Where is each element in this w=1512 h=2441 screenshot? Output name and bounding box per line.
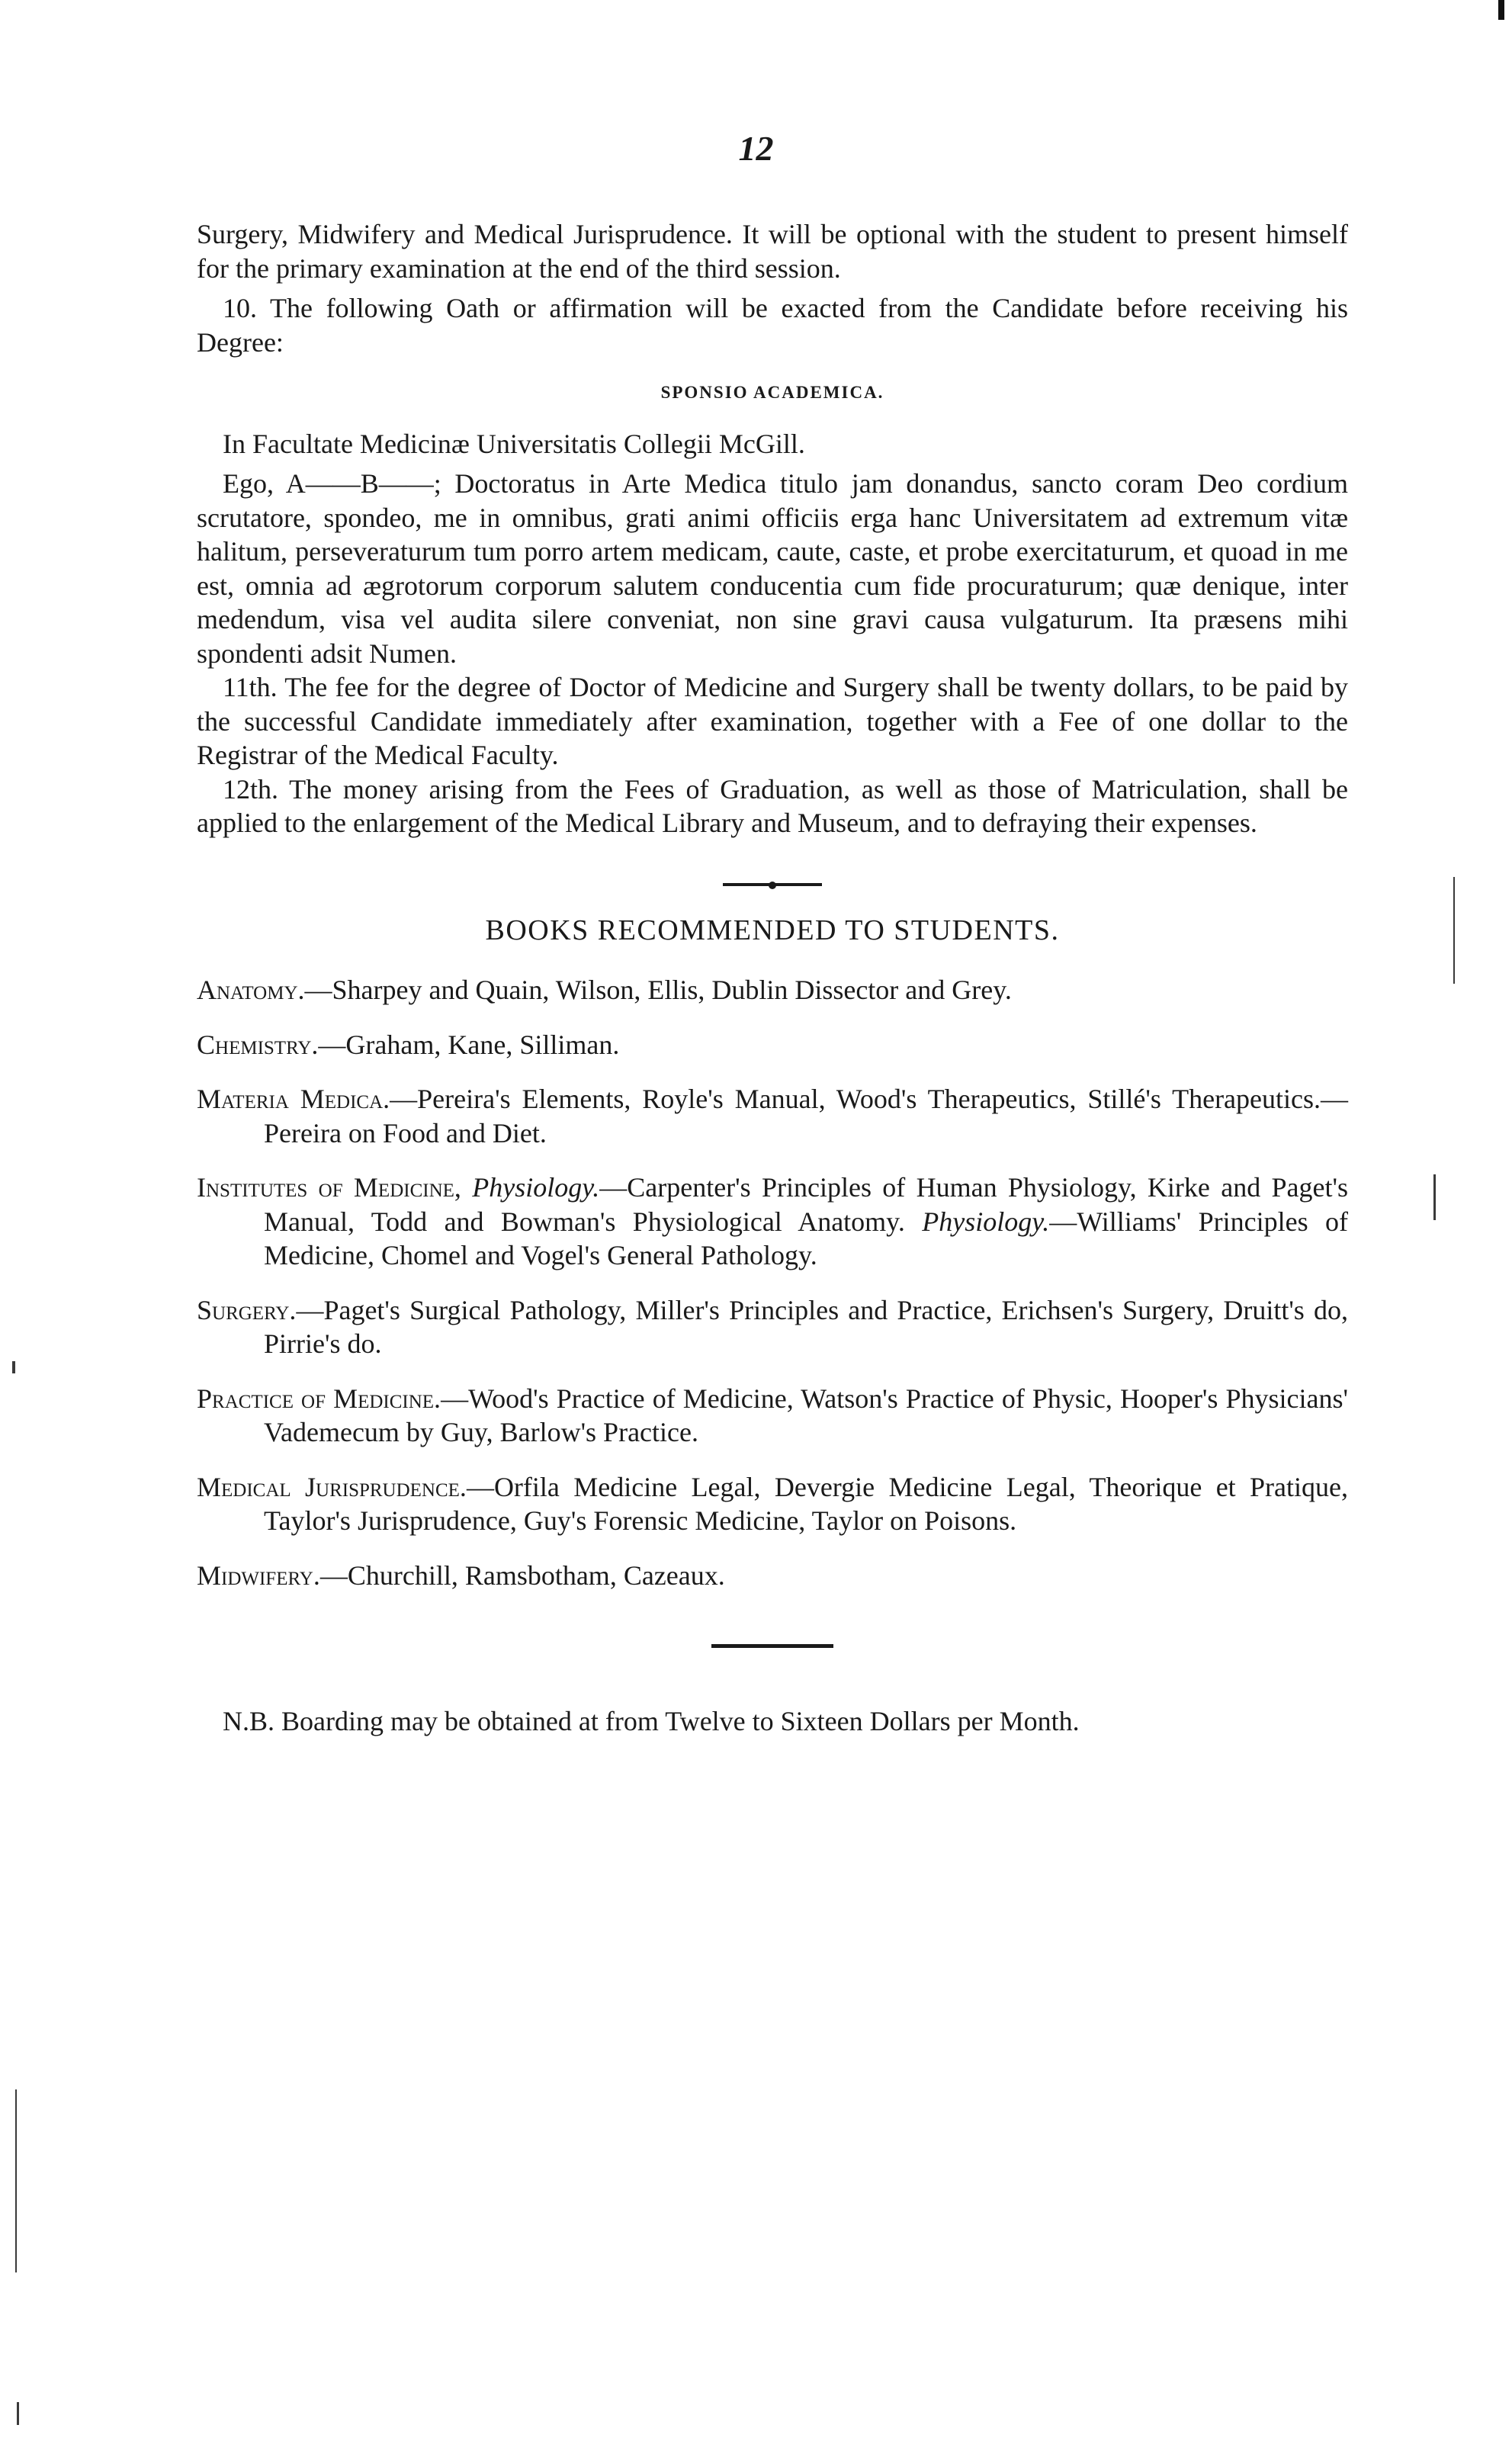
jurisprudence-text: —Orfila Medicine Legal, Devergie Medicine Legal, Theorique et Pratique, Taylor's Jurisprudence, Guy's Forensic Medicine, Taylor on Poisons. bbox=[264, 1471, 1348, 1536]
anatomy-label: Anatomy. bbox=[197, 975, 305, 1005]
book-entry-midwifery bbox=[197, 1559, 1348, 1593]
book-entry-surgery bbox=[197, 1293, 1348, 1361]
rule-twelfth: 12th. The money arising from the Fees of Graduation, as well as those of Matriculation, shall be applied to the enlargement of the Medical Library and Museum, and to defraying their expenses. bbox=[197, 773, 1348, 838]
continuation-paragraph: Surgery, Midwifery and Medical Jurisprudence. It will be optional with the student to present himself for the primary examination at the end of the third session. bbox=[197, 219, 1348, 284]
page-number: 12 bbox=[738, 129, 774, 168]
oath-text: Ego, A——B——; Doctoratus in Arte Medica titulo jam donandus, sancto coram Deo cordium scrutatore, spondeo, me in omnibus, grati animi officiis erga hanc Universitatem ad extremum vitæ halitum, perseveraturum tum porro artem medicam, caute, caste, et probe exercitaturum, et quoad in me est, omnia ad ægrotorum corporum salutem conducentia cum fide procuraturum; quæ denique, inter medendum, visa vel audita silere conveniat, non sine gravi causa vulgaturum. Ita præsens mihi spondenti adsit Numen. bbox=[197, 468, 1348, 669]
book-entry-institutes bbox=[197, 1171, 1348, 1273]
gutter-mark bbox=[1453, 877, 1455, 984]
book-entry-chemistry bbox=[197, 1028, 1348, 1062]
chemistry-text: —Graham, Kane, Silliman. bbox=[318, 1029, 620, 1060]
boarding-note: N.B. Boarding may be obtained at from Twelve to Sixteen Dollars per Month. bbox=[223, 1706, 1080, 1736]
institutes-label: Institutes of Medicine, bbox=[197, 1172, 461, 1203]
ornamental-rule bbox=[723, 883, 822, 886]
institutes-text-2: —Williams' Principles of Medicine, Chomel and Vogel's General Pathology. bbox=[264, 1206, 1348, 1270]
page-body bbox=[197, 217, 1348, 1739]
faculty-line: In Facultate Medicinæ Universitatis Collegii McGill. bbox=[223, 428, 805, 459]
practice-label: Practice of Medicine. bbox=[197, 1383, 441, 1414]
institutes-physiology-2: Physiology. bbox=[922, 1206, 1050, 1237]
corner-mark bbox=[1498, 0, 1504, 20]
practice-text: —Wood's Practice of Medicine, Watson's Practice of Physic, Hooper's Physicians' Vademecum by Guy, Barlow's Practice. bbox=[264, 1383, 1348, 1447]
midwifery-text: —Churchill, Ramsbotham, Cazeaux. bbox=[319, 1559, 725, 1591]
institutes-physiology-1: Physiology. bbox=[472, 1172, 600, 1203]
book-entry-materia-medica bbox=[197, 1082, 1348, 1150]
midwifery-label: Midwifery. bbox=[197, 1559, 320, 1591]
divider-rule bbox=[711, 1644, 833, 1648]
surgery-text: —Paget's Surgical Pathology, Miller's Principles and Practice, Erichsen's Surgery, Druitt's do, Pirrie's do. bbox=[264, 1294, 1348, 1359]
surgery-label: Surgery. bbox=[197, 1294, 297, 1325]
book-entry-practice bbox=[197, 1382, 1348, 1450]
book-entry-anatomy bbox=[197, 973, 1348, 1007]
book-entry-jurisprudence bbox=[197, 1470, 1348, 1538]
oath-intro-paragraph: 10. The following Oath or affirmation will be exacted from the Candidate before receiving his Degree: bbox=[197, 293, 1348, 358]
rule-eleventh: 11th. The fee for the degree of Doctor of Medicine and Surgery shall be twenty dollars, to be paid by the successful Candidate immediately after examination, together with a Fee of one dollar to the Registrar of the Medical Faculty. bbox=[197, 672, 1348, 770]
books-heading: BOOKS RECOMMENDED TO STUDENTS. bbox=[485, 914, 1060, 946]
gutter-mark bbox=[17, 2402, 19, 2425]
materia-label: Materia Medica. bbox=[197, 1084, 390, 1114]
gutter-mark bbox=[1433, 1174, 1436, 1220]
sponsio-heading: SPONSIO ACADEMICA. bbox=[660, 383, 884, 402]
institutes-text-1: —Carpenter's Principles of Human Physiology, Kirke and Paget's Manual, Todd and Bowman's Physiological Anatomy. bbox=[264, 1172, 1348, 1237]
gutter-mark bbox=[12, 1361, 15, 1373]
chemistry-label: Chemistry. bbox=[197, 1029, 319, 1060]
materia-text: —Pereira's Elements, Royle's Manual, Wood's Therapeutics, Stillé's Therapeutics.—Pereira on Food and Diet. bbox=[264, 1084, 1349, 1148]
anatomy-text: —Sharpey and Quain, Wilson, Ellis, Dublin Dissector and Grey. bbox=[304, 975, 1012, 1005]
jurisprudence-label: Medical Jurisprudence. bbox=[197, 1471, 467, 1502]
gutter-mark bbox=[15, 2089, 17, 2272]
